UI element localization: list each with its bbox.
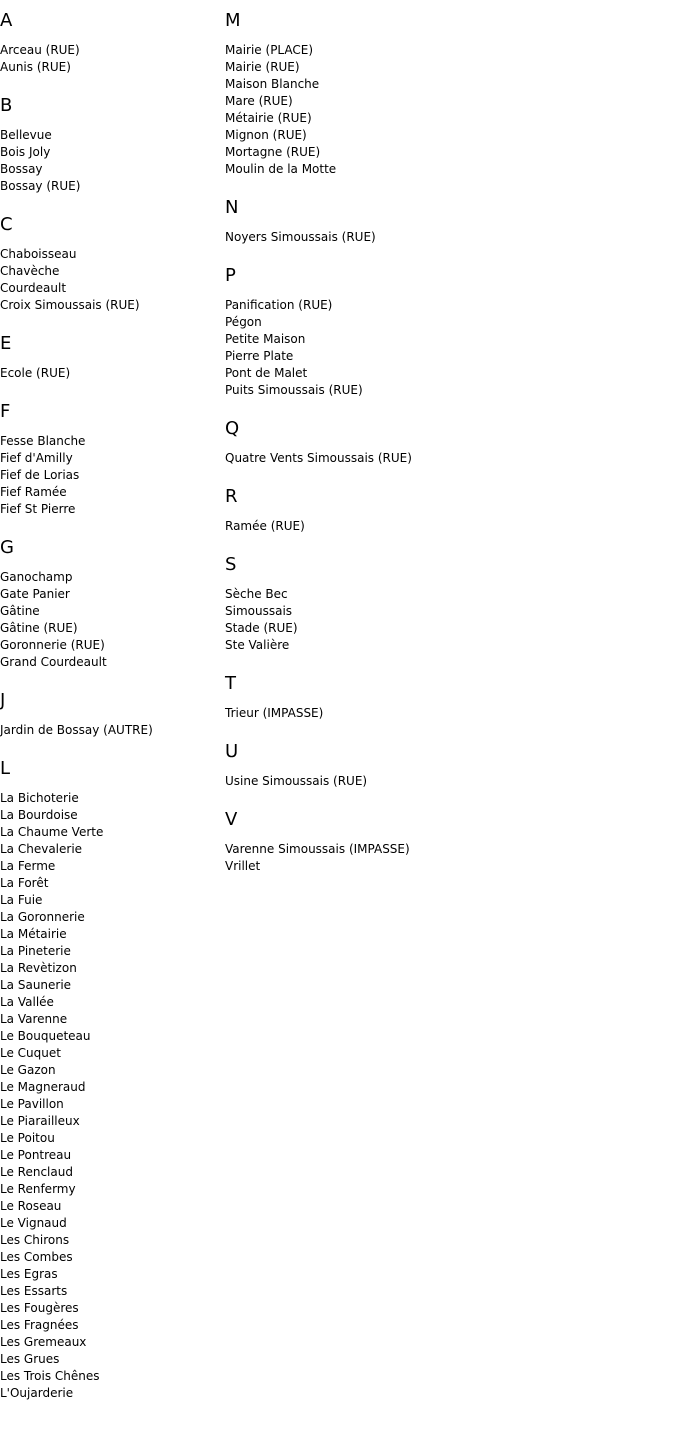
letter-heading: B <box>0 95 13 116</box>
street-list <box>225 773 665 790</box>
street-link-puits-simoussais-rue[interactable]: Puits Simoussais (RUE) <box>225 383 363 397</box>
letter-group-l <box>0 758 220 1402</box>
street-link-aunis-rue[interactable]: Aunis (RUE) <box>0 60 71 74</box>
street-link-la-bichoterie[interactable]: La Bichoterie <box>0 791 79 805</box>
street-link-stade-rue[interactable]: Stade (RUE) <box>225 621 298 635</box>
street-link-noyers-simoussais-rue[interactable]: Noyers Simoussais (RUE) <box>225 230 376 244</box>
letter-heading: G <box>0 537 14 558</box>
street-link-mairie-rue[interactable]: Mairie (RUE) <box>225 60 300 74</box>
street-link-le-gazon[interactable]: Le Gazon <box>0 1063 56 1077</box>
street-link-le-renfermy[interactable]: Le Renfermy <box>0 1182 76 1196</box>
letter-group-e <box>0 333 220 382</box>
street-list <box>225 229 665 246</box>
street-link-les-grues[interactable]: Les Grues <box>0 1352 60 1366</box>
letter-group-n <box>225 197 665 246</box>
street-link-ramee-rue[interactable]: Ramée (RUE) <box>225 519 305 533</box>
street-list <box>0 722 220 739</box>
letter-heading: E <box>0 333 12 354</box>
letter-group-u <box>225 741 665 790</box>
street-link-les-egras[interactable]: Les Egras <box>0 1267 58 1281</box>
street-link-les-fougeres[interactable]: Les Fougères <box>0 1301 79 1315</box>
street-link-bossay-rue[interactable]: Bossay (RUE) <box>0 179 81 193</box>
letter-heading: R <box>225 486 238 507</box>
street-link-la-metairie[interactable]: La Métairie <box>0 927 67 941</box>
street-link-la-fuie[interactable]: La Fuie <box>0 893 43 907</box>
street-link-mare-rue[interactable]: Mare (RUE) <box>225 94 293 108</box>
letter-heading: M <box>225 10 241 31</box>
street-list <box>0 246 220 314</box>
street-link-simoussais[interactable]: Simoussais <box>225 604 293 618</box>
street-link-la-varenne[interactable]: La Varenne <box>0 1012 68 1026</box>
letter-group-g <box>0 537 220 671</box>
street-link-la-foret[interactable]: La Forêt <box>0 876 49 890</box>
street-link-le-cuquet[interactable]: Le Cuquet <box>0 1046 61 1060</box>
letter-group-m <box>225 10 665 178</box>
letter-heading: A <box>0 10 13 31</box>
street-link-croix-simoussais-rue[interactable]: Croix Simoussais (RUE) <box>0 298 140 312</box>
street-link-bellevue[interactable]: Bellevue <box>0 128 52 142</box>
street-link-ganochamp[interactable]: Ganochamp <box>0 570 73 584</box>
street-link-quatre-vents-simoussais-rue[interactable]: Quatre Vents Simoussais (RUE) <box>225 451 412 465</box>
street-link-fief-de-lorias[interactable]: Fief de Lorias <box>0 468 80 482</box>
letter-heading: J <box>0 690 6 711</box>
street-link-gatine-rue[interactable]: Gâtine (RUE) <box>0 621 78 635</box>
street-link-usine-simoussais-rue[interactable]: Usine Simoussais (RUE) <box>225 774 368 788</box>
street-list <box>225 586 665 654</box>
letter-group-p <box>225 265 665 399</box>
street-link-la-chevalerie[interactable]: La Chevalerie <box>0 842 83 856</box>
street-link-mortagne-rue[interactable]: Mortagne (RUE) <box>225 145 321 159</box>
street-link-seche-bec[interactable]: Sèche Bec <box>225 587 288 601</box>
letter-heading: N <box>225 197 239 218</box>
street-link-bossay[interactable]: Bossay <box>0 162 43 176</box>
letter-heading: P <box>225 265 236 286</box>
letter-heading: C <box>0 214 13 235</box>
street-link-ste-valiere[interactable]: Ste Valière <box>225 638 290 652</box>
street-link-la-revetizon[interactable]: La Revètizon <box>0 961 77 975</box>
street-link-la-ferme[interactable]: La Ferme <box>0 859 56 873</box>
street-link-panification-rue[interactable]: Panification (RUE) <box>225 298 333 312</box>
street-list <box>0 790 220 1402</box>
street-link-fief-d-amilly[interactable]: Fief d'Amilly <box>0 451 73 465</box>
street-link-gate-panier[interactable]: Gate Panier <box>0 587 70 601</box>
letter-heading: V <box>225 809 238 830</box>
street-list <box>0 365 220 382</box>
letter-heading: S <box>225 554 237 575</box>
street-link-fief-ramee[interactable]: Fief Ramée <box>0 485 67 499</box>
street-link-le-vignaud[interactable]: Le Vignaud <box>0 1216 67 1230</box>
street-link-les-chirons[interactable]: Les Chirons <box>0 1233 70 1247</box>
street-link-fief-st-pierre[interactable]: Fief St Pierre <box>0 502 76 516</box>
street-link-le-roseau[interactable]: Le Roseau <box>0 1199 62 1213</box>
letter-group-v <box>225 809 665 875</box>
street-link-l-oujarderie[interactable]: L'Oujarderie <box>0 1386 74 1400</box>
street-link-pierre-plate[interactable]: Pierre Plate <box>225 349 294 363</box>
street-list <box>0 127 220 195</box>
street-link-la-goronnerie[interactable]: La Goronnerie <box>0 910 85 924</box>
street-index-left-column <box>0 10 220 1421</box>
street-link-varenne-simoussais-impasse[interactable]: Varenne Simoussais (IMPASSE) <box>225 842 410 856</box>
letter-heading: T <box>225 673 236 694</box>
street-list <box>225 705 665 722</box>
street-link-metairie-rue[interactable]: Métairie (RUE) <box>225 111 312 125</box>
street-link-le-bouqueteau[interactable]: Le Bouqueteau <box>0 1029 91 1043</box>
letter-group-s <box>225 554 665 654</box>
street-list <box>0 433 220 518</box>
street-link-petite-maison[interactable]: Petite Maison <box>225 332 306 346</box>
street-link-les-combes[interactable]: Les Combes <box>0 1250 73 1264</box>
letter-heading: U <box>225 741 239 762</box>
street-link-goronnerie-rue[interactable]: Goronnerie (RUE) <box>0 638 105 652</box>
street-link-gatine[interactable]: Gâtine <box>0 604 40 618</box>
street-link-les-trois-chenes[interactable]: Les Trois Chênes <box>0 1369 100 1383</box>
street-link-fesse-blanche[interactable]: Fesse Blanche <box>0 434 86 448</box>
street-link-ecole-rue[interactable]: Ecole (RUE) <box>0 366 71 380</box>
street-link-les-gremeaux[interactable]: Les Gremeaux <box>0 1335 87 1349</box>
street-link-les-essarts[interactable]: Les Essarts <box>0 1284 68 1298</box>
street-link-courdeault[interactable]: Courdeault <box>0 281 67 295</box>
street-list <box>225 841 665 875</box>
street-link-mairie-place[interactable]: Mairie (PLACE) <box>225 43 314 57</box>
street-link-jardin-de-bossay-autre[interactable]: Jardin de Bossay (AUTRE) <box>0 723 153 737</box>
street-link-les-fragnees[interactable]: Les Fragnées <box>0 1318 79 1332</box>
street-link-le-poitou[interactable]: Le Poitou <box>0 1131 55 1145</box>
street-link-la-bourdoise[interactable]: La Bourdoise <box>0 808 78 822</box>
street-link-la-vallee[interactable]: La Vallée <box>0 995 54 1009</box>
street-link-pegon[interactable]: Pégon <box>225 315 262 329</box>
street-list <box>0 42 220 76</box>
street-link-le-magneraud[interactable]: Le Magneraud <box>0 1080 86 1094</box>
street-link-pont-de-malet[interactable]: Pont de Malet <box>225 366 308 380</box>
letter-group-q <box>225 418 665 467</box>
street-link-la-saunerie[interactable]: La Saunerie <box>0 978 72 992</box>
letter-group-b <box>0 95 220 195</box>
street-list <box>225 518 665 535</box>
street-index-right-column <box>225 10 665 894</box>
letter-heading: Q <box>225 418 240 439</box>
letter-heading: F <box>0 401 11 422</box>
street-list <box>0 569 220 671</box>
street-link-chaveche[interactable]: Chavèche <box>0 264 60 278</box>
letter-group-t <box>225 673 665 722</box>
letter-heading: L <box>0 758 11 779</box>
letter-group-j <box>0 690 220 739</box>
street-link-trieur-impasse[interactable]: Trieur (IMPASSE) <box>225 706 324 720</box>
street-list <box>225 450 665 467</box>
street-link-chaboisseau[interactable]: Chaboisseau <box>0 247 77 261</box>
street-link-moulin-de-la-motte[interactable]: Moulin de la Motte <box>225 162 337 176</box>
street-link-grand-courdeault[interactable]: Grand Courdeault <box>0 655 107 669</box>
street-link-vrillet[interactable]: Vrillet <box>225 859 261 873</box>
letter-group-r <box>225 486 665 535</box>
street-link-la-pineterie[interactable]: La Pineterie <box>0 944 71 958</box>
street-link-mignon-rue[interactable]: Mignon (RUE) <box>225 128 307 142</box>
letter-group-c <box>0 214 220 314</box>
street-link-le-pavillon[interactable]: Le Pavillon <box>0 1097 64 1111</box>
street-list <box>225 297 665 399</box>
letter-group-a <box>0 10 220 76</box>
street-link-le-renclaud[interactable]: Le Renclaud <box>0 1165 73 1179</box>
street-link-la-chaume-verte[interactable]: La Chaume Verte <box>0 825 104 839</box>
street-link-le-piarailleux[interactable]: Le Piarailleux <box>0 1114 80 1128</box>
street-link-maison-blanche[interactable]: Maison Blanche <box>225 77 320 91</box>
street-link-le-pontreau[interactable]: Le Pontreau <box>0 1148 72 1162</box>
street-link-arceau-rue[interactable]: Arceau (RUE) <box>0 43 80 57</box>
street-link-bois-joly[interactable]: Bois Joly <box>0 145 51 159</box>
letter-group-f <box>0 401 220 518</box>
street-list <box>225 42 665 178</box>
